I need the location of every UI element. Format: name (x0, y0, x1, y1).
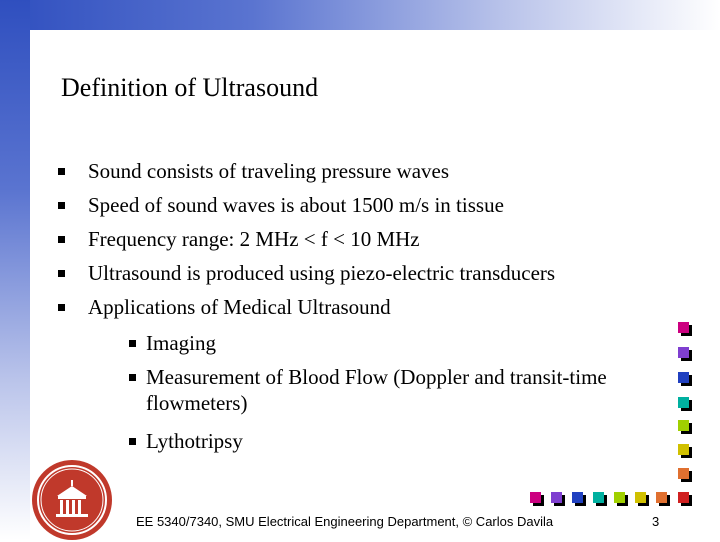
decor-square-icon (593, 492, 604, 503)
decor-square-icon (678, 372, 689, 383)
decor-square-icon (656, 492, 667, 503)
decor-square-icon (635, 492, 646, 503)
decor-square-icon (678, 347, 689, 358)
sub-bullet-text: Measurement of Blood Flow (Doppler and transit-time flowmeters) (146, 365, 607, 415)
decor-square-icon (678, 397, 689, 408)
bullet-text: Ultrasound is produced using piezo-electric transducers (88, 261, 556, 285)
bullet-text: Speed of sound waves is about 1500 m/s in tissue (88, 193, 504, 217)
decor-square-icon (530, 492, 541, 503)
decor-square-icon (678, 444, 689, 455)
sub-bullet-text: Imaging (146, 331, 216, 355)
bullet-text: Applications of Medical Ultrasound (88, 295, 391, 319)
decor-square-icon (678, 468, 689, 479)
bullet-text: Sound consists of traveling pressure waves (88, 159, 450, 183)
page-number: 3 (652, 514, 660, 529)
decor-square-icon (572, 492, 583, 503)
slide-title: Definition of Ultrasound (61, 73, 319, 102)
sub-bullet-text: Lythotripsy (146, 429, 243, 453)
slide-footer: EE 5340/7340, SMU Electrical Engineering Department, © Carlos Davila (136, 514, 554, 529)
decor-square-icon (551, 492, 562, 503)
decor-square-icon (614, 492, 625, 503)
decor-square-icon (678, 492, 689, 503)
decor-square-icon (678, 420, 689, 431)
decor-square-icon (678, 322, 689, 333)
bullet-text: Frequency range: 2 MHz < f < 10 MHz (88, 227, 420, 251)
